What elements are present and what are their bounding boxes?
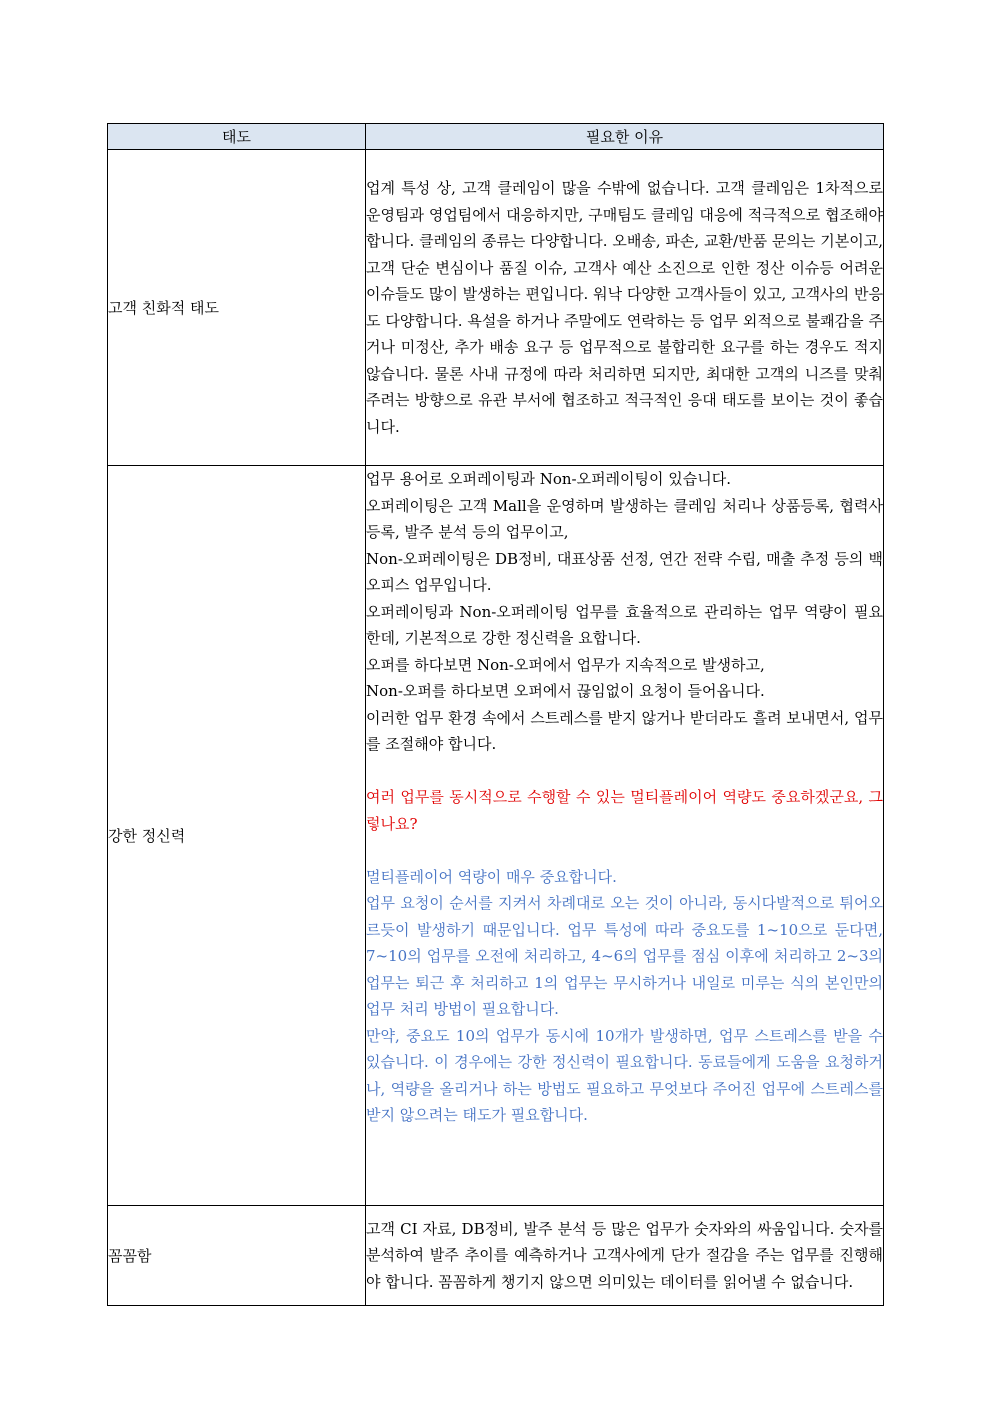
reason-cell [366, 1206, 884, 1306]
interview-question: 여러 업무를 동시적으로 수행할 수 있는 멀티플레이어 역량도 중요하겠군요, 그렇나요? [366, 788, 883, 833]
table-row [108, 1206, 884, 1306]
interview-answer: 멀티플레이어 역량이 매우 중요합니다. [366, 867, 617, 886]
reason-paragraph: 오퍼를 하다보면 Non-오퍼에서 업무가 지속적으로 발생하고, [366, 655, 765, 674]
reason-cell [366, 466, 884, 1206]
reason-paragraph: Non-오퍼레이팅은 DB정비, 대표상품 선정, 연간 전략 수립, 매출 추정 등의 백오피스 업무입니다. [366, 549, 883, 594]
reason-paragraph: 업계 특성 상, 고객 클레임이 많을 수밖에 없습니다. 고객 클레임은 1차적으로 운영팀과 영업팀에서 대응하지만, 구매팀도 클레임 대응에 적극적으로 협조해야 합니다. 클레임의 종류는 다양합니다. 오배송, 파손, 교환/반품 문의는 기본이고, 고객 단순 변심이나 품질 이슈, 고객사 예산 소진으로 인한 정산 이슈등 어려운 이슈들도 많이 발생하는 편입니다. 워낙 다양한 고객사들이 있고, 고객사의 반응도 다양합니다. 욕설을 하거나 주말에도 연락하는 등 업무 외적으로 불쾌감을 주거나 미정산, 추가 배송 요구 등 업무적으로 불합리한 요구를 하는 경우도 적지 않습니다. 물론 사내 규정에 따라 처리하면 되지만, 최대한 고객의 니즈를 맞춰주려는 방향으로 유관 부서에 협조하고 적극적인 응대 태도를 보이는 것이 좋습니다. [366, 179, 883, 436]
table-row [108, 466, 884, 1206]
reason-paragraph: 업무 용어로 오퍼레이팅과 Non-오퍼레이팅이 있습니다. [366, 470, 732, 488]
reason-cell [366, 150, 884, 466]
attitude-cell: 강한 정신력 [108, 466, 366, 1206]
interview-answer: 업무 요청이 순서를 지켜서 차례대로 오는 것이 아니라, 동시다발적으로 튀어오르듯이 발생하기 때문입니다. 업무 특성에 따라 중요도를 1~10으로 둔다면, 7~10의 업무를 오전에 처리하고, 4~6의 업무를 점심 이후에 처리하고 2~3의 업무는 퇴근 후 처리하고 1의 업무는 무시하거나 내일로 미루는 식의 본인만의 업무 처리 방법이 필요합니다. [366, 894, 883, 1018]
spacer [366, 837, 883, 864]
attitude-cell: 고객 친화적 태도 [108, 150, 366, 466]
table-row [108, 150, 884, 466]
table-header-row [108, 124, 884, 150]
spacer [366, 758, 883, 785]
reason-paragraph: 고객 CI 자료, DB정비, 발주 분석 등 많은 업무가 숫자와의 싸움입니다. 숫자를 분석하여 발주 추이를 예측하거나 고객사에게 단가 절감을 주는 업무를 진행해야 합니다. 꼼꼼하게 챙기지 않으면 의미있는 데이터를 읽어낼 수 없습니다. [366, 1219, 883, 1291]
reason-paragraph: Non-오퍼를 하다보면 오퍼에서 끊임없이 요청이 들어옵니다. [366, 682, 765, 700]
attitude-cell: 꼼꼼함 [108, 1206, 366, 1306]
header-attitude: 태도 [108, 124, 366, 150]
reason-paragraph: 오퍼레이팅과 Non-오퍼레이팅 업무를 효율적으로 관리하는 업무 역량이 필요한데, 기본적으로 강한 정신력을 요합니다. [366, 602, 883, 647]
interview-answer: 만약, 중요도 10의 업무가 동시에 10개가 발생하면, 업무 스트레스를 받을 수 있습니다. 이 경우에는 강한 정신력이 필요합니다. 동료들에게 도움을 요청하거나, 역량을 올리거나 하는 방법도 필요하고 무엇보다 주어진 업무에 스트레스를 받지 않으려는 태도가 필요합니다. [366, 1026, 883, 1124]
header-reason: 필요한 이유 [366, 124, 884, 150]
reason-paragraph: 오퍼레이팅은 고객 Mall을 운영하며 발생하는 클레임 처리나 상품등록, 협력사 등록, 발주 분석 등의 업무이고, [366, 496, 883, 541]
attitude-table [107, 123, 884, 1306]
reason-paragraph: 이러한 업무 환경 속에서 스트레스를 받지 않거나 받더라도 흘려 보내면서, 업무를 조절해야 합니다. [366, 708, 883, 753]
